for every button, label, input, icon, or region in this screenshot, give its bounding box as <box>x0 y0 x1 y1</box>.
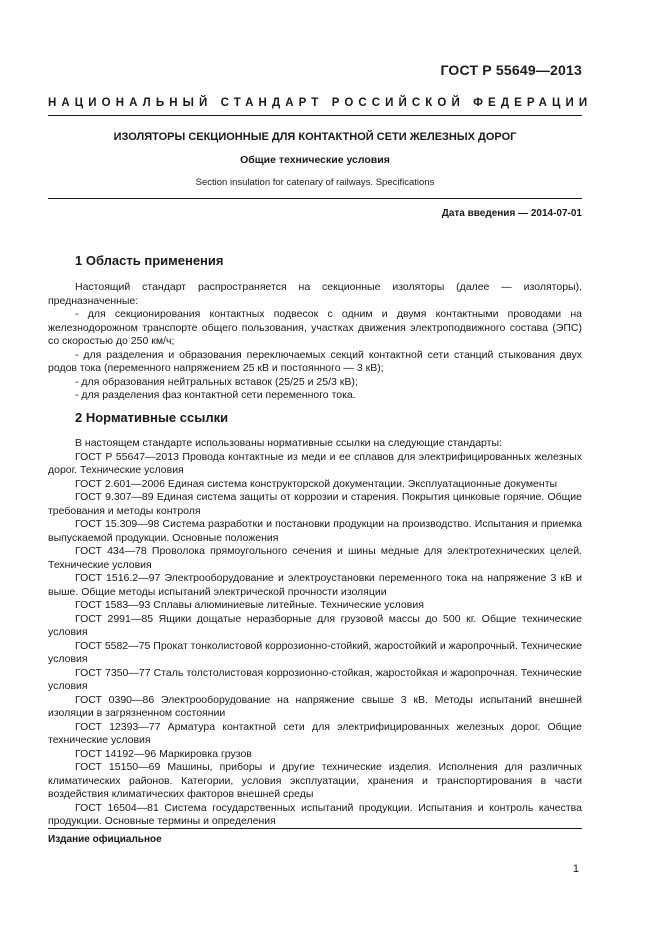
document-subtitle: Общие технические условия <box>240 154 390 166</box>
reference-item: ГОСТ 7350—77 Сталь толстолистовая коррозионно-стойкая, жаростойкая и жаропрочная. Технические условия <box>48 666 582 692</box>
title-divider <box>48 198 582 199</box>
paragraph: В настоящем стандарте использованы нормативные ссылки на следующие стандарты: <box>75 437 502 449</box>
document-code: ГОСТ Р 55649—2013 <box>440 62 582 78</box>
reference-item: ГОСТ 14192—96 Маркировка грузов <box>75 747 252 760</box>
national-standard-banner: НАЦИОНАЛЬНЫЙ СТАНДАРТ РОССИЙСКОЙ ФЕДЕРАЦИИ <box>48 97 593 109</box>
reference-item: ГОСТ 434—78 Проволока прямоугольного сечения и шины медные для электротехнических целей. Технические условия <box>48 545 582 571</box>
section-1-body <box>48 281 582 403</box>
document-title: ИЗОЛЯТОРЫ СЕКЦИОННЫЕ ДЛЯ КОНТАКТНОЙ СЕТИ ЖЕЛЕЗНЫХ ДОРОГ <box>113 131 517 143</box>
section-2-heading: 2 Нормативные ссылки <box>75 410 229 425</box>
reference-item: ГОСТ 1516.2—97 Электрооборудование и электроустановки переменного тока на напряжение 3 кВ и выше. Общие методы испытаний электрической прочности изоляции <box>48 572 582 598</box>
list-item: - для разделения фаз контактной сети переменного тока. <box>75 389 356 401</box>
reference-item: ГОСТ 9.307—89 Единая система защиты от коррозии и старения. Покрытия цинковые горячие. Общие требования и методы контроля <box>48 491 582 517</box>
reference-item: ГОСТ 15150—69 Машины, приборы и другие технические изделия. Исполнения для различных климатических районов. Категории, условия эксплуатации, хранения и транспортирования в части воздействия климатических факторов внешней среды <box>48 761 582 800</box>
section-2-body <box>48 437 582 829</box>
paragraph: Настоящий стандарт распространяется на секционные изоляторы (далее — изоляторы), предназначенные: <box>48 281 582 307</box>
header-divider <box>48 115 582 116</box>
reference-item: ГОСТ Р 55647—2013 Провода контактные из меди и ее сплавов для электрифицированных железных дорог. Технические условия <box>48 450 582 476</box>
edition-label: Издание официальное <box>48 834 162 845</box>
footer-divider <box>48 828 582 829</box>
reference-item: ГОСТ 15.309—98 Система разработки и постановки продукции на производство. Испытания и приемка выпускаемой продукции. Основные положения <box>48 518 582 544</box>
section-1-heading: 1 Область применения <box>75 253 224 268</box>
reference-item: ГОСТ 1583—93 Сплавы алюминиевые литейные. Технические условия <box>75 599 424 611</box>
introduction-date: Дата введения — 2014-07-01 <box>441 208 582 219</box>
reference-item: ГОСТ 2991—85 Ящики дощатые неразборные для грузовой массы до 500 кг. Общие технические условия <box>48 612 582 638</box>
page-number: 1 <box>572 863 579 875</box>
reference-item: ГОСТ 5582—75 Прокат тонколистовой коррозионно-стойкий, жаростойкий и жаропрочный. Технические условия <box>48 639 582 665</box>
reference-item: ГОСТ 2.601—2006 Единая система конструкторской документации. Эксплуатационные документы <box>75 477 558 490</box>
english-title: Section insulation for catenary of railways. Specifications <box>195 177 435 188</box>
list-item: - для разделения и образования переключаемых секций контактной сети станций стыкования двух родов тока (переменного напряжением 25 кВ и постоянного — 3 кВ); <box>48 348 582 374</box>
reference-item: ГОСТ 0390—86 Электрооборудование на напряжение свыше 3 кВ. Методы испытаний внешней изоляции в загрязненном состоянии <box>48 693 582 719</box>
list-item: - для секционирования контактных подвесок с одним и двумя контактными проводами на железнодорожном транспорте общего пользования, участках движения электроподвижного состава (ЭПС) со скоростью до 250 км/ч; <box>48 308 582 347</box>
list-item: - для образования нейтральных вставок (25/25 и 25/3 кВ); <box>75 375 358 388</box>
reference-item: ГОСТ 12393—77 Арматура контактной сети для электрифицированных железных дорог. Общие технические условия <box>48 720 582 746</box>
reference-item: ГОСТ 16504—81 Система государственных испытаний продукции. Испытания и контроль качества продукции. Основные термины и определения <box>48 801 582 827</box>
